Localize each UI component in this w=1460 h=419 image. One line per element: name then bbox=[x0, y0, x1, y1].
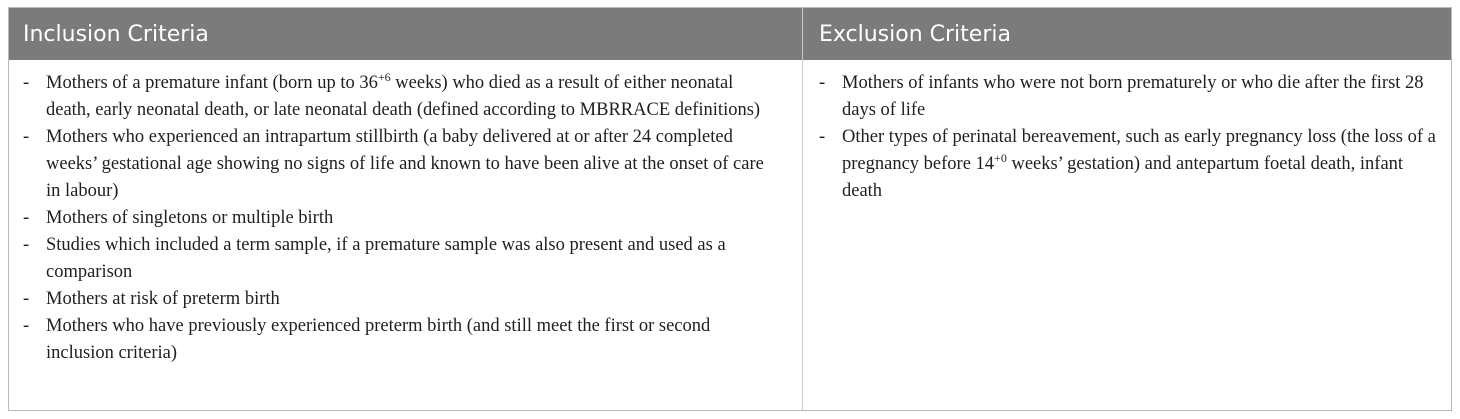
inclusion-item-2-text: Mothers who experienced an intrapartum stillbirth (a baby delivered at or after 24 completed weeks’ gestational age showing no signs of life and known to have been alive at the onset of care in labour) bbox=[46, 127, 764, 201]
inclusion-item bbox=[23, 70, 781, 124]
inclusion-header bbox=[9, 8, 802, 60]
inclusion-item-5-text: Mothers at risk of preterm birth bbox=[46, 289, 280, 309]
inclusion-item bbox=[23, 205, 781, 232]
inclusion-item-4-text: Studies which included a term sample, if a premature sample was also present and used as a comparison bbox=[46, 235, 726, 282]
exclusion-item bbox=[819, 124, 1437, 205]
inclusion-list bbox=[23, 70, 788, 367]
inclusion-item-1-text-a: Mothers of a premature infant (born up to 36 bbox=[46, 73, 378, 93]
exclusion-header-label: Exclusion Criteria bbox=[819, 21, 1011, 47]
inclusion-item-1-superscript: +6 bbox=[377, 69, 391, 84]
inclusion-cell bbox=[9, 60, 802, 410]
inclusion-item bbox=[23, 232, 781, 286]
inclusion-item bbox=[23, 286, 781, 313]
exclusion-item-1-text: Mothers of infants who were not born prematurely or who die after the first 28 days of life bbox=[842, 73, 1424, 120]
inclusion-item bbox=[23, 313, 781, 367]
exclusion-header bbox=[802, 8, 1451, 60]
exclusion-cell bbox=[802, 60, 1451, 410]
exclusion-item-2-superscript: +0 bbox=[994, 150, 1007, 165]
inclusion-item-6-text: Mothers who have previously experienced preterm birth (and still meet the first or second inclusion criteria) bbox=[46, 316, 711, 363]
criteria-table bbox=[8, 7, 1452, 411]
exclusion-item-2-text-b: weeks’ gestation) and antepartum foetal death, infant death bbox=[842, 154, 1404, 201]
exclusion-item bbox=[819, 70, 1437, 124]
inclusion-item-3-text: Mothers of singletons or multiple birth bbox=[46, 208, 334, 228]
inclusion-item bbox=[23, 124, 781, 205]
exclusion-item-2-text-a: Other types of perinatal bereavement, such as early pregnancy loss (the loss of a pregnancy before 14 bbox=[842, 127, 1436, 174]
exclusion-list bbox=[819, 70, 1437, 205]
inclusion-item-1-text-b: weeks) who died as a result of either neonatal death, early neonatal death, or late neonatal death (defined according to MBRRACE definitions) bbox=[46, 73, 761, 120]
inclusion-header-label: Inclusion Criteria bbox=[23, 21, 209, 47]
